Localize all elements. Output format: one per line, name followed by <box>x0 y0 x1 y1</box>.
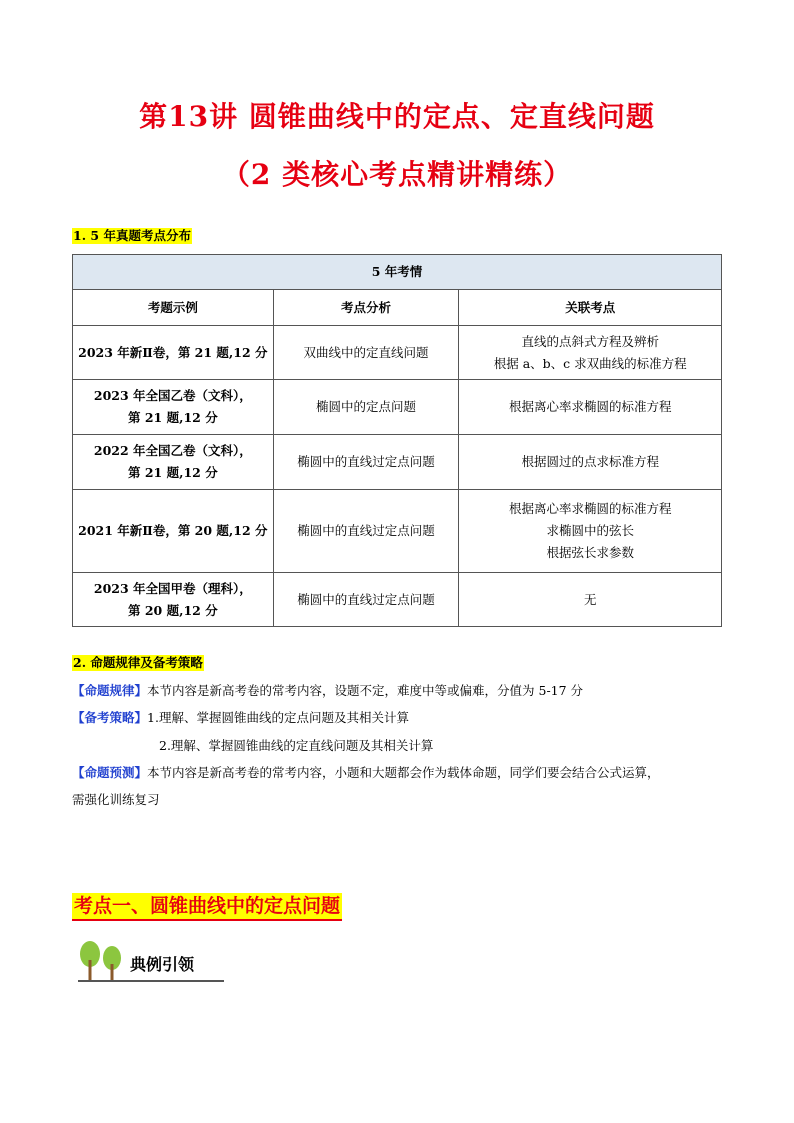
related-cell: 根据离心率求椭圆的标准方程 <box>459 380 722 435</box>
exam-example-cell: 2022 年全国乙卷（文科）， 第 21 题,12 分 <box>73 435 274 490</box>
strategy-item-2: 2.理解、掌握圆锥曲线的定直线问题及其相关计算 <box>159 738 434 753</box>
badge-label: 典例引领 <box>130 955 195 974</box>
analysis-cell: 椭圆中的直线过定点问题 <box>273 435 459 490</box>
rule-text: 本节内容是新高考卷的常考内容，设题不定，难度中等或偏难，分值为 5-17 分 <box>147 683 584 698</box>
exam-distribution-table <box>72 254 722 627</box>
section1-heading: 1. 5 年真题考点分布 <box>73 228 191 243</box>
exam-example-cell: 2021 年新Ⅱ卷，第 20 题,12 分 <box>73 490 274 573</box>
lecture-title: 第13讲 圆锥曲线中的定点、定直线问题 <box>139 100 655 133</box>
forecast-text-continued: 需强化训练复习 <box>72 792 160 807</box>
analysis-cell: 椭圆中的直线过定点问题 <box>273 573 459 627</box>
exam-example-cell: 2023 年全国乙卷（文科）， 第 21 题,12 分 <box>73 380 274 435</box>
strategy-item-1: 1.理解、掌握圆锥曲线的定点问题及其相关计算 <box>147 710 409 725</box>
analysis-cell: 椭圆中的定点问题 <box>273 380 459 435</box>
exam-example-cell: 2023 年全国甲卷（理科）， 第 20 题,12 分 <box>73 573 274 627</box>
related-cell: 无 <box>459 573 722 627</box>
lecture-subtitle: （2 类核心考点精讲精练） <box>221 158 573 191</box>
example-badge <box>78 940 226 984</box>
related-cell: 根据离心率求椭圆的标准方程 求椭圆中的弦长 根据弦长求参数 <box>459 490 722 573</box>
related-cell: 直线的点斜式方程及辨析 根据 a、b、c 求双曲线的标准方程 <box>459 326 722 380</box>
badge-underline <box>78 980 224 982</box>
rule-line <box>72 683 583 699</box>
exam-example-cell: 2023 年新Ⅱ卷，第 21 题,12 分 <box>73 326 274 380</box>
table-row <box>73 326 722 380</box>
tree-icon <box>78 940 128 982</box>
analysis-cell: 椭圆中的直线过定点问题 <box>273 490 459 573</box>
rule-label: 【命题规律】 <box>72 683 148 698</box>
kaodian-1-title: 考点一、圆锥曲线中的定点问题 <box>72 893 342 921</box>
column-header: 关联考点 <box>459 290 722 326</box>
related-cell: 根据圆过的点求标准方程 <box>459 435 722 490</box>
forecast-line <box>72 765 660 781</box>
column-header: 考点分析 <box>273 290 459 326</box>
section2-heading: 2. 命题规律及备考策略 <box>73 655 203 670</box>
table-title: 5 年考情 <box>73 255 722 290</box>
forecast-label: 【命题预测】 <box>72 765 148 780</box>
forecast-text: 本节内容是新高考卷的常考内容，小题和大题都会作为载体命题，同学们要会结合公式运算， <box>147 765 660 780</box>
table-row <box>73 573 722 627</box>
analysis-cell: 双曲线中的定直线问题 <box>273 326 459 380</box>
table-row <box>73 380 722 435</box>
table-row <box>73 435 722 490</box>
strategy-line <box>72 710 409 726</box>
column-header: 考题示例 <box>73 290 274 326</box>
table-row <box>73 490 722 573</box>
strategy-label: 【备考策略】 <box>72 710 148 725</box>
